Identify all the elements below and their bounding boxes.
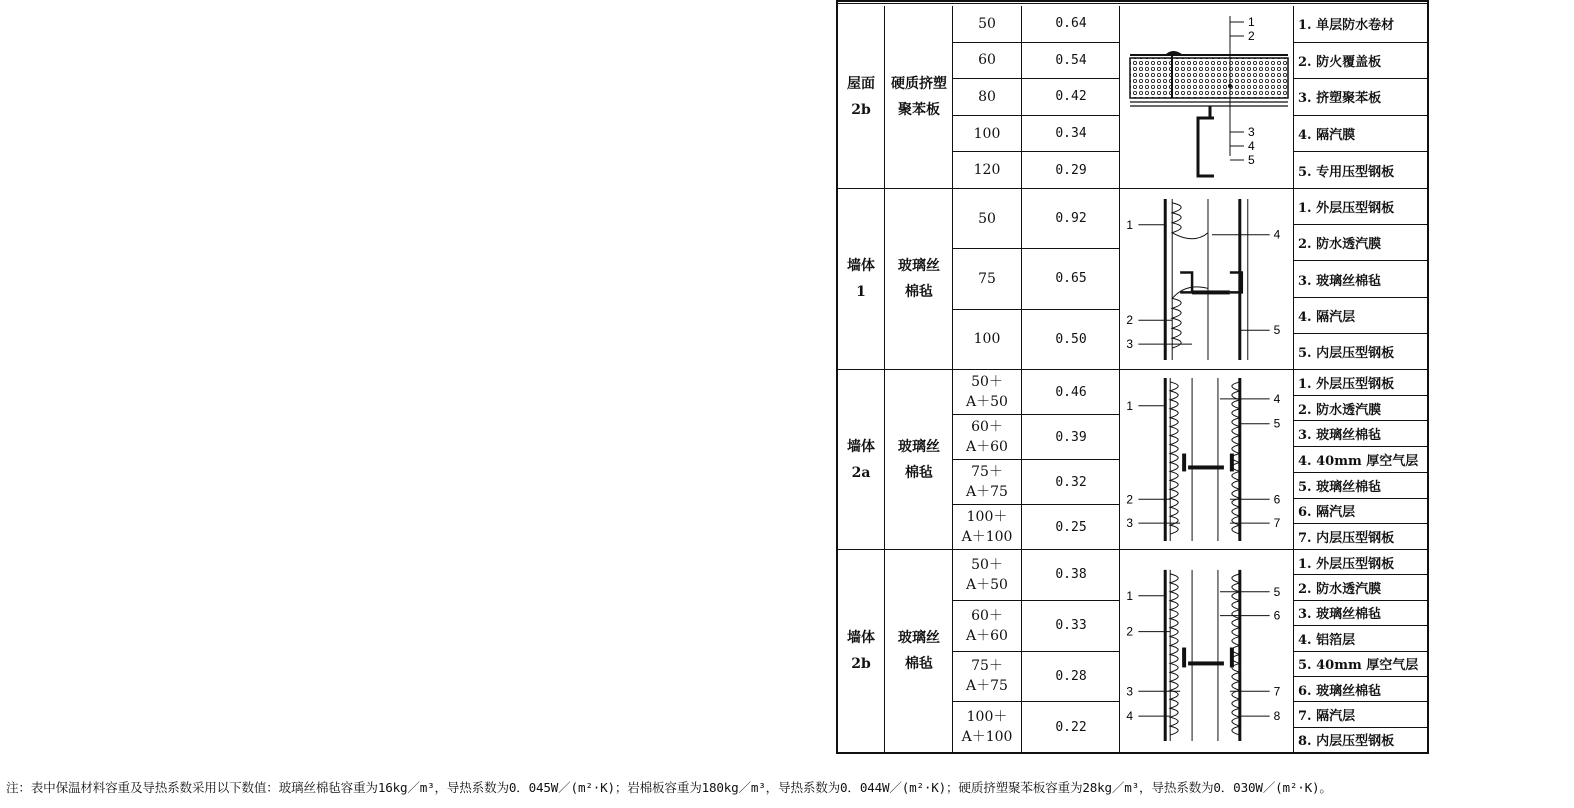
legend-item: 6. 隔汽层 bbox=[1294, 498, 1428, 524]
legend-list bbox=[1293, 370, 1428, 549]
callout-label: 2 bbox=[1126, 313, 1134, 328]
k-value-cell: 0.22 bbox=[1021, 702, 1120, 752]
table-row bbox=[953, 550, 1120, 600]
table-row bbox=[953, 414, 1120, 459]
legend-list bbox=[1293, 189, 1428, 369]
thickness-cell: 50＋ A＋50 bbox=[966, 556, 1008, 593]
k-value-cell: 0.50 bbox=[1021, 310, 1120, 369]
thickness-cell: 80 bbox=[978, 88, 996, 105]
type-label: 墙体 bbox=[847, 258, 875, 274]
group-wall-2a bbox=[838, 369, 1427, 549]
thickness-cell: 50 bbox=[978, 210, 996, 227]
group-wall-1 bbox=[838, 188, 1427, 369]
legend-item: 5. 专用压型钢板 bbox=[1294, 151, 1428, 188]
legend-item: 4. 隔汽层 bbox=[1294, 297, 1428, 333]
callout-label: 2 bbox=[1248, 29, 1255, 43]
construction-type bbox=[838, 550, 884, 752]
material-line: 玻璃丝 bbox=[898, 438, 940, 455]
table-row bbox=[953, 115, 1120, 152]
legend-item: 4. 隔汽膜 bbox=[1294, 115, 1428, 152]
group-roof-2b bbox=[838, 6, 1427, 188]
callout-label: 4 bbox=[1273, 391, 1281, 406]
callout-label: 5 bbox=[1273, 416, 1281, 431]
material-line: 棉毡 bbox=[905, 656, 933, 672]
thickness-cell: 120 bbox=[973, 162, 1001, 179]
legend-item: 2. 防水透汽膜 bbox=[1294, 224, 1428, 260]
table-row bbox=[953, 370, 1120, 414]
callout-label: 3 bbox=[1126, 684, 1134, 699]
legend-item: 2. 防水透汽膜 bbox=[1294, 395, 1428, 421]
table-row bbox=[953, 504, 1120, 549]
k-value-cell: 0.42 bbox=[1021, 79, 1120, 115]
type-label: 墙体 bbox=[847, 438, 875, 455]
callout-label: 2 bbox=[1126, 624, 1134, 639]
k-value-cell: 0.29 bbox=[1021, 152, 1120, 188]
construction-type bbox=[838, 370, 884, 549]
wall-2a-section-diagram bbox=[1119, 370, 1294, 549]
material-line: 玻璃丝 bbox=[898, 258, 940, 274]
callout-label: 1 bbox=[1248, 15, 1255, 29]
callout-label: 7 bbox=[1273, 516, 1281, 531]
legend-item: 5. 玻璃丝棉毡 bbox=[1294, 472, 1428, 498]
thickness-cell: 50＋ A＋50 bbox=[966, 374, 1008, 410]
construction-type bbox=[838, 6, 884, 188]
thickness-cell: 60 bbox=[978, 52, 996, 69]
callout-label: 4 bbox=[1273, 227, 1281, 242]
legend-item: 8. 内层压型钢板 bbox=[1294, 727, 1428, 752]
thickness-cell: 60＋ A＋60 bbox=[966, 419, 1008, 455]
legend-item: 5. 40mm 厚空气层 bbox=[1294, 651, 1428, 676]
legend-list bbox=[1293, 550, 1428, 752]
k-value-cell: 0.33 bbox=[1021, 601, 1120, 651]
legend-item: 7. 隔汽层 bbox=[1294, 701, 1428, 726]
k-value-cell: 0.46 bbox=[1021, 370, 1120, 414]
thickness-cell: 60＋ A＋60 bbox=[966, 607, 1008, 644]
thickness-rows bbox=[952, 370, 1120, 549]
callout-label: 4 bbox=[1126, 709, 1134, 724]
callout-label: 3 bbox=[1126, 516, 1134, 531]
legend-item: 4. 40mm 厚空气层 bbox=[1294, 446, 1428, 472]
construction-type bbox=[838, 189, 884, 369]
callout-label: 8 bbox=[1273, 709, 1281, 724]
thickness-rows bbox=[952, 6, 1120, 188]
callout-label: 4 bbox=[1248, 139, 1255, 153]
thickness-cell: 75＋ A＋75 bbox=[966, 464, 1008, 500]
k-value-cell: 0.92 bbox=[1021, 189, 1120, 248]
type-code: 1 bbox=[856, 284, 866, 300]
thickness-rows bbox=[952, 189, 1120, 369]
material-line: 硬质挤塑 bbox=[891, 76, 947, 92]
thickness-cell: 75＋ A＋75 bbox=[966, 658, 1008, 695]
callout-label: 3 bbox=[1248, 125, 1255, 139]
footnote: 注：表中保温材料容重及导热系数采用以下数值：玻璃丝棉毡容重为16kg／m³，导热系数为0．045W／(m²·K)；岩棉板容重为180kg／m³，导热系数为0．044W／(m²·K)；硬质挤塑聚苯板容重为28kg／m³，导热系数为0．030W／(m²·K)。 bbox=[6, 780, 1332, 795]
table-row bbox=[953, 701, 1120, 752]
table-row bbox=[953, 248, 1120, 308]
k-value-cell: 0.34 bbox=[1021, 116, 1120, 152]
type-label: 屋面 bbox=[847, 76, 875, 92]
insulation-spec-table bbox=[836, 0, 1429, 754]
table-row bbox=[953, 42, 1120, 79]
callout-label: 6 bbox=[1273, 608, 1281, 623]
legend-item: 1. 单层防水卷材 bbox=[1298, 18, 1395, 34]
k-value-cell: 0.64 bbox=[1021, 6, 1120, 42]
legend-item: 1. 外层压型钢板 bbox=[1298, 376, 1395, 392]
callout-label: 5 bbox=[1273, 584, 1281, 599]
table-row bbox=[953, 6, 1120, 42]
callout-label: 1 bbox=[1126, 217, 1134, 232]
thickness-cell: 50 bbox=[978, 15, 996, 32]
material-line: 聚苯板 bbox=[898, 102, 940, 118]
k-value-cell: 0.39 bbox=[1021, 415, 1120, 459]
insulation-material bbox=[884, 370, 953, 549]
thickness-cell: 100＋ A＋100 bbox=[961, 509, 1013, 545]
callout-label: 1 bbox=[1126, 588, 1134, 603]
callout-label: 6 bbox=[1273, 492, 1281, 507]
legend-item: 2. 防水透汽膜 bbox=[1294, 574, 1428, 599]
thickness-rows bbox=[952, 550, 1120, 752]
callout-label: 2 bbox=[1126, 492, 1134, 507]
callout-label: 7 bbox=[1273, 684, 1281, 699]
material-line: 玻璃丝 bbox=[898, 630, 940, 646]
insulation-material bbox=[884, 550, 953, 752]
k-value-cell: 0.65 bbox=[1021, 249, 1120, 308]
k-value-cell: 0.25 bbox=[1021, 505, 1120, 549]
k-value-cell: 0.54 bbox=[1021, 43, 1120, 79]
table-row bbox=[953, 309, 1120, 369]
legend-item: 4. 铝箔层 bbox=[1294, 625, 1428, 650]
callout-label: 1 bbox=[1126, 398, 1134, 413]
legend-item: 5. 内层压型钢板 bbox=[1294, 333, 1428, 369]
material-line: 棉毡 bbox=[905, 464, 933, 481]
table-row bbox=[953, 600, 1120, 651]
insulation-material bbox=[884, 6, 953, 188]
legend-item: 6. 玻璃丝棉毡 bbox=[1294, 676, 1428, 701]
k-value-cell: 0.32 bbox=[1021, 460, 1120, 504]
type-code: 2b bbox=[851, 102, 871, 118]
type-code: 2b bbox=[851, 656, 871, 672]
thickness-cell: 100 bbox=[973, 331, 1001, 348]
legend-item: 1. 外层压型钢板 bbox=[1298, 556, 1395, 572]
callout-label: 5 bbox=[1248, 153, 1255, 167]
callout-label: 3 bbox=[1126, 337, 1134, 352]
table-row bbox=[953, 78, 1120, 115]
group-wall-2b bbox=[838, 549, 1427, 752]
thickness-cell: 75 bbox=[978, 270, 996, 287]
type-code: 2a bbox=[851, 464, 871, 481]
roof-section-diagram bbox=[1119, 6, 1294, 188]
table-row bbox=[953, 651, 1120, 702]
table-row bbox=[953, 189, 1120, 248]
legend-item: 3. 玻璃丝棉毡 bbox=[1294, 420, 1428, 446]
table-row bbox=[953, 459, 1120, 504]
legend-item: 3. 玻璃丝棉毡 bbox=[1294, 600, 1428, 625]
legend-item: 1. 外层压型钢板 bbox=[1298, 201, 1395, 217]
material-line: 棉毡 bbox=[905, 284, 933, 300]
k-value-cell: 0.38 bbox=[1021, 550, 1120, 600]
legend-item: 3. 玻璃丝棉毡 bbox=[1294, 260, 1428, 296]
table-row bbox=[953, 151, 1120, 188]
callout-label: 5 bbox=[1273, 323, 1281, 338]
wall-2b-section-diagram bbox=[1119, 550, 1294, 752]
legend-item: 3. 挤塑聚苯板 bbox=[1294, 78, 1428, 115]
legend-list bbox=[1293, 6, 1428, 188]
insulation-material bbox=[884, 189, 953, 369]
legend-item: 7. 内层压型钢板 bbox=[1294, 523, 1428, 549]
type-label: 墙体 bbox=[847, 630, 875, 646]
thickness-cell: 100 bbox=[973, 125, 1001, 142]
thickness-cell: 100＋ A＋100 bbox=[961, 709, 1013, 746]
wall-1-section-diagram bbox=[1119, 189, 1294, 369]
legend-item: 2. 防火覆盖板 bbox=[1294, 42, 1428, 79]
k-value-cell: 0.28 bbox=[1021, 652, 1120, 702]
